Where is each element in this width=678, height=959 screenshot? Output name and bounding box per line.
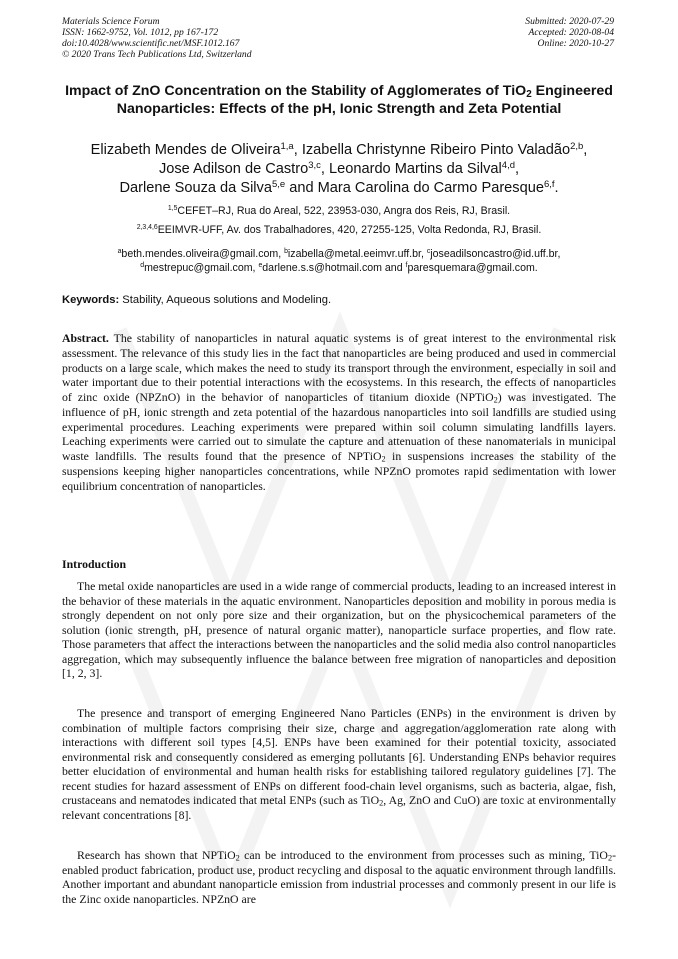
issn-line: ISSN: 1662-9752, Vol. 1012, pp 167-172: [62, 27, 219, 38]
affiliation-2: $^{2,3,4,6}$EEIMVR-UFF, Av. dos Trabalhadores, 420, 27255-125, Volta Redonda, RJ, Brasil.: [136, 224, 542, 236]
author-name: Mara Carolina do Carmo Paresque: [317, 180, 544, 196]
email: joseadilsoncastro@id.uff.br,: [430, 248, 561, 260]
intro-paragraph-2: The presence and transport of emerging Engineered Nano Particles (ENPs) in the environment is driven by combination of multiple factors comprising their size, charge and aggregation/agglomeration rate along with interactions with different soil types [4,5]. ENPs have been examined for their potential toxicity, associated environmental risk and consequently considered as emerging pollutants [6]. Understanding ENPs behavior requires better elucidation of environmental and human health risks for establishing tailored regulatory guidelines [7]. The recent studies for hazard assessment of ENPs on different food-chain level organisms, such as bacteria, algae, fish, crustaceans and nematodes indicated that metal ENPs (such as TiO$_2$, Ag, ZnO and CuO) are toxic at environmentally relevant concentrations [8].: [62, 706, 616, 822]
doi-line: doi:10.4028/www.scientific.net/MSF.1012.167: [62, 38, 240, 49]
keywords-text: Stability, Aqueous solutions and Modeling.: [119, 294, 332, 306]
date-header: [525, 16, 614, 49]
abstract-label: Abstract.: [62, 331, 109, 345]
email: mestrepuc@gmail.com,: [144, 262, 259, 274]
author-name: Darlene Souza da Silva: [119, 180, 272, 196]
author-name: Leonardo Martins da Silval: [329, 161, 502, 177]
author-name: Jose Adilson de Castro: [158, 161, 309, 177]
journal-header: [62, 16, 252, 60]
affiliation-1: $^{1,5}$CEFET–RJ, Rua do Areal, 522, 23953-030, Angra dos Reis, RJ, Brasil.: [167, 205, 511, 217]
intro-paragraph-1: The metal oxide nanoparticles are used in a wide range of commercial products, leading to an increased interest in the behavior of these materials in the aquatic environment. Nanoparticles deposition and mobility in porous media is strongly dependent on not only pore size and their organization, but on the physicochemical parameters of the solution (ionic strength, pH, presence of natural organic matter), nanoparticle surface properties, and flow rate. Those parameters that affect the interactions between the nanoparticles and the solid media also control nanoparticles aggregation, which may subsequently influence the balance between free migration of nanoparticles and deposition [1, 2, 3].: [62, 579, 616, 680]
keywords-label: Keywords:: [62, 294, 120, 306]
email: beth.mendes.oliveira@gmail.com,: [121, 248, 285, 260]
author-name: Elizabeth Mendes de Oliveira: [90, 142, 281, 158]
intro-paragraph-3: Research has shown that NPTiO$_2$ can be introduced to the environment from processes such as mining, TiO$_2$-enabled product fabrication, product use, product recycling and disposal to the aquatic environment through landfills. Another important and abundant nanoparticle emission from industrial processes and commonly present in our life is the Zinc oxide nanoparticles. NPZnO are: [62, 848, 616, 906]
author-list: Elizabeth Mendes de Oliveira$^{1,a}$, Izabella Christynne Ribeiro Pinto Valadão$^{2,b}$, Jose Adilson de Castro$^{3,c}$, Leonardo Martins da Silval$^{4,d}$, Darlene Souza da Silva$^{5,e}$ and Mara Carolina do Carmo Paresque$^{6,f}$.: [90, 140, 588, 196]
journal-name: Materials Science Forum: [62, 16, 160, 27]
email-list: $^a$beth.mendes.oliveira@gmail.com, $^b$izabella@metal.eeimvr.uff.br, $^c$joseadilsoncastro@id.uff.br, $^d$mestrepuc@gmail.com, $^e$darlene.s.s@hotmail.com and $^f$paresquemara@gmail.com.: [117, 248, 561, 274]
submitted-date: Submitted: 2020-07-29: [525, 16, 614, 27]
abstract: Abstract. The stability of nanoparticles in natural aquatic systems is of great interest to the environmental risk assessment. The relevance of this study lies in the fact that nanoparticles are being produced and used in commercial products on a large scale, which makes the need to study its transport through the environment, especially in soil and water important due to their potential interactions with the ecosystems. In this research, the effects of nanoparticles of zinc oxide (NPZnO) in the behavior of nanoparticles of titanium dioxide (NPTiO$_2$) was investigated. The influence of pH, ionic strength and zeta potential of the hazardous nanoparticles into soil landfills are studied using experimental procedures. Leaching experiments were prepared within soil column simulating landfills layers. Leaching experiments were carried out to simulate the capture and attenuation of these nanomaterials in municipal waste landfills. The results found that the presence of NPTiO$_2$ in suspensions increases the stability of the suspensions keeping higher nanoparticles concentrations, while NPZnO promotes rapid sedimentation with lower equilibrium concentration of nanoparticles.: [62, 331, 617, 493]
paper-title: Impact of ZnO Concentration on the Stability of Agglomerates of TiO$_2$ Engineered Nanoparticles: Effects of the pH, Ionic Strength and Zeta Potential: [65, 83, 613, 117]
email: darlene.s.s@hotmail.com and: [262, 262, 406, 274]
keywords: [62, 294, 331, 306]
author-name: Izabella Christynne Ribeiro Pinto Valadão: [301, 142, 571, 158]
copyright-line: © 2020 Trans Tech Publications Ltd, Switzerland: [62, 49, 252, 60]
accepted-date: Accepted: 2020-08-04: [528, 27, 614, 38]
email: paresquemara@gmail.com.: [407, 262, 538, 274]
section-heading-introduction: Introduction: [62, 557, 127, 571]
online-date: Online: 2020-10-27: [537, 38, 614, 49]
email: izabella@metal.eeimvr.uff.br,: [287, 248, 427, 260]
